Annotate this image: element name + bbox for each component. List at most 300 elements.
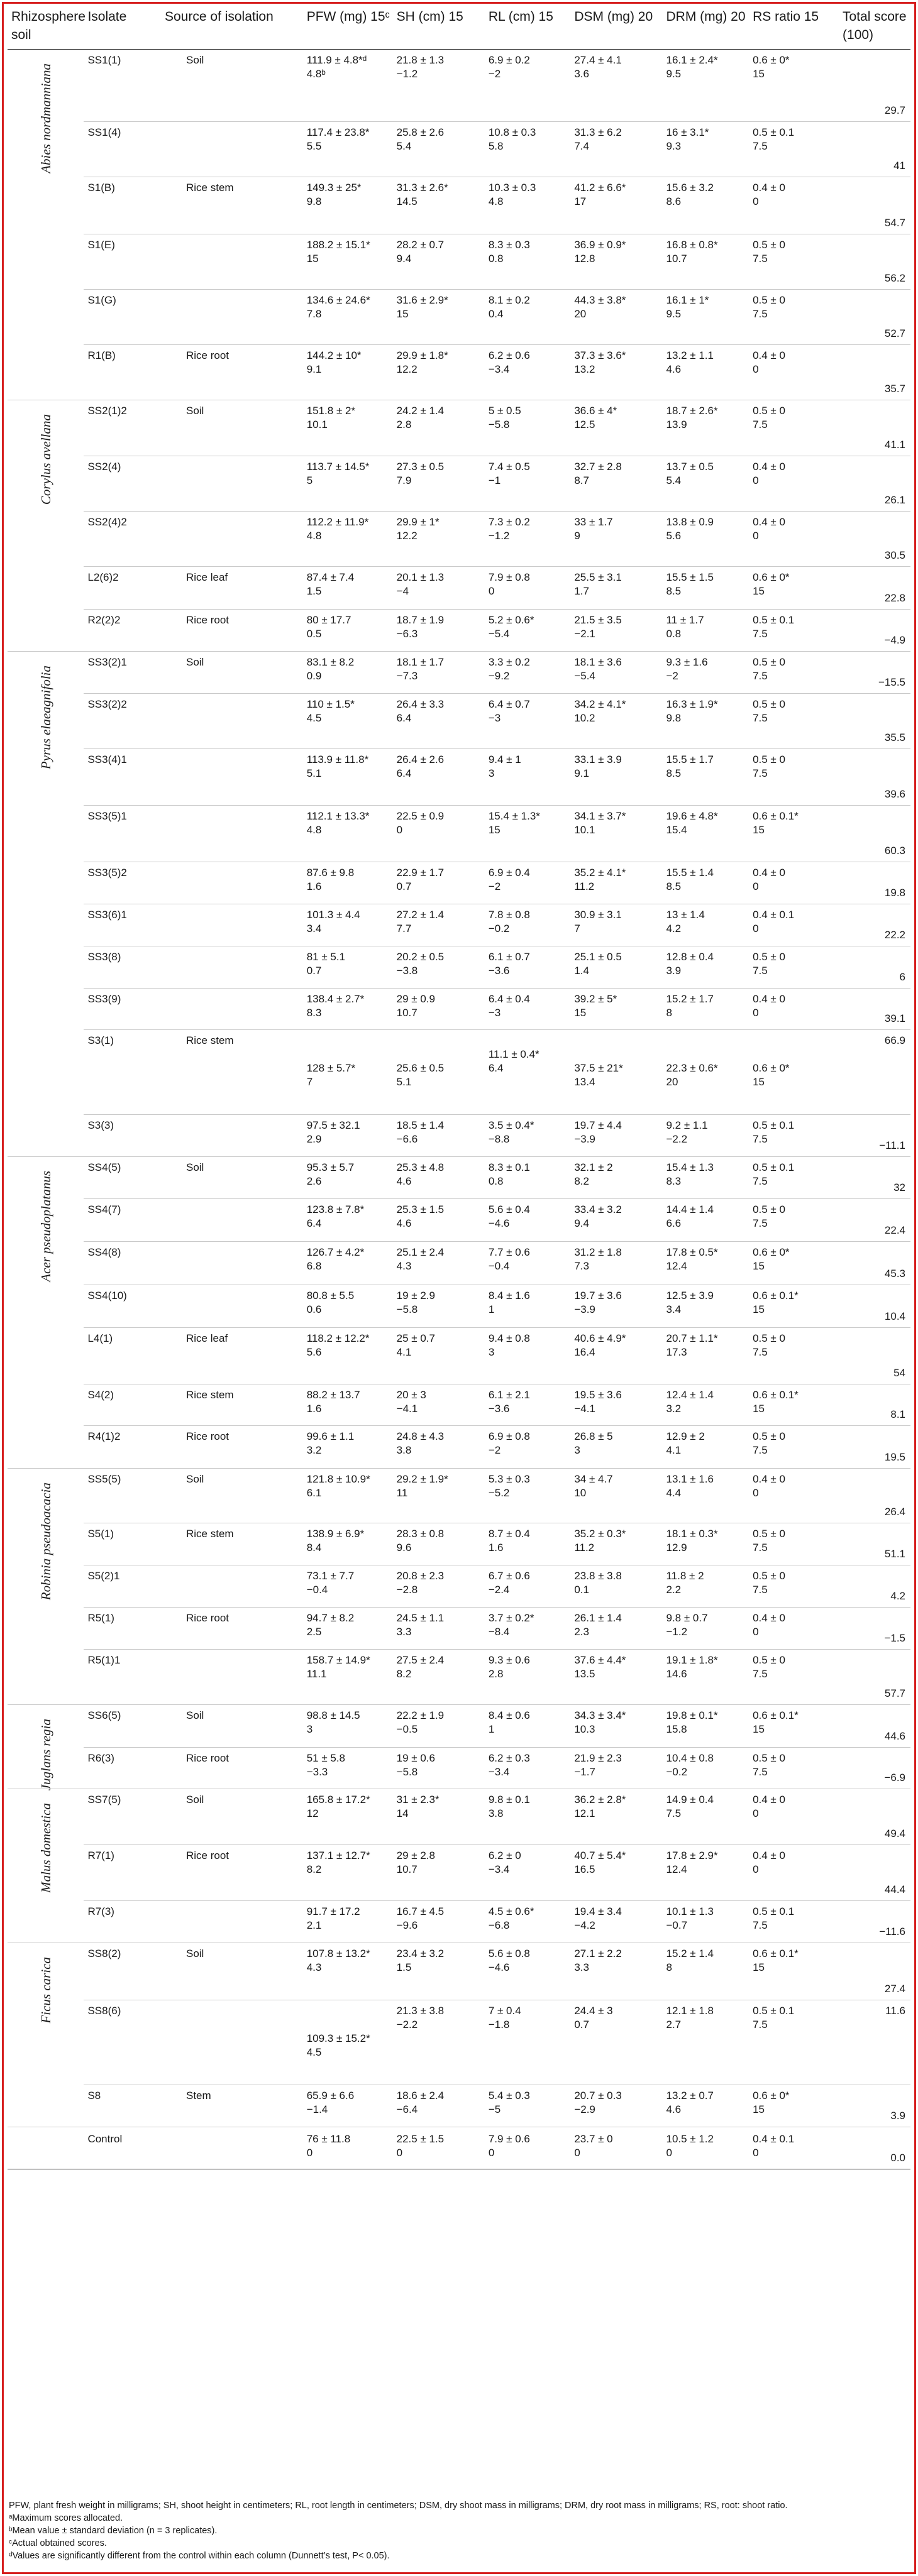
sh-cell: 25.8 ± 2.6 5.4	[393, 122, 485, 177]
total-score-cell: 35.7	[839, 345, 910, 400]
drm-cell: 11 ± 1.7 0.8	[662, 610, 749, 652]
rs-cell: 0.6 ± 0* 15	[749, 567, 839, 610]
dsm-cell: 36.6 ± 4* 12.5	[570, 400, 662, 456]
dsm-cell: 44.3 ± 3.8* 20	[570, 290, 662, 345]
total-score-cell: 6	[839, 946, 910, 989]
rs-cell: 0.6 ± 0.1* 15	[749, 1705, 839, 1748]
footnote-c: ᶜActual obtained scores.	[9, 2538, 107, 2548]
dsm-cell: 37.3 ± 3.6* 13.2	[570, 345, 662, 400]
footnote-d: ᵈValues are significantly different from the control within each column (Dunnett’s test, P< 0.05).	[9, 2551, 390, 2561]
drm-cell: 9.8 ± 0.7 −1.2	[662, 1608, 749, 1650]
total-score-cell: −11.1	[839, 1115, 910, 1157]
table-row	[8, 904, 910, 946]
table-row	[8, 1469, 910, 1523]
control-drm-cell: 10.5 ± 1.2 0	[662, 2127, 749, 2169]
total-score-cell: −15.5	[839, 652, 910, 694]
sh-cell: 23.4 ± 3.2 1.5	[393, 1943, 485, 2000]
dsm-cell: 19.7 ± 3.6 −3.9	[570, 1285, 662, 1328]
table-row	[8, 1608, 910, 1650]
table-row	[8, 2000, 910, 2085]
source-cell	[161, 904, 303, 946]
total-score-cell: 60.3	[839, 806, 910, 862]
isolate-cell: SS6(5)	[84, 1705, 161, 1748]
dsm-cell: 32.1 ± 2 8.2	[570, 1157, 662, 1199]
footnote-b: ᵇMean value ± standard deviation (n = 3 replicates).	[9, 2526, 218, 2536]
drm-cell: 15.6 ± 3.2 8.6	[662, 177, 749, 234]
rl-cell: 11.1 ± 0.4* 6.4	[485, 1030, 571, 1115]
rhizosphere-soil-label: Robinia pseudoacacia	[38, 1483, 53, 1601]
rhizosphere-soil-label: Malus domestica	[38, 1803, 53, 1893]
rs-cell: 0.5 ± 0.1 7.5	[749, 122, 839, 177]
table-row	[8, 1115, 910, 1157]
pfw-cell: 111.9 ± 4.8*ᵈ 4.8ᵇ	[303, 50, 393, 122]
rs-cell: 0.5 ± 0 7.5	[749, 946, 839, 989]
source-cell: Rice root	[161, 1845, 303, 1901]
rl-cell: 5.2 ± 0.6* −5.4	[485, 610, 571, 652]
table-row	[8, 1199, 910, 1242]
dsm-cell: 40.7 ± 5.4* 16.5	[570, 1845, 662, 1901]
source-cell: Soil	[161, 50, 303, 122]
dsm-cell: 26.1 ± 1.4 2.3	[570, 1608, 662, 1650]
total-score-cell: 35.5	[839, 694, 910, 749]
pfw-cell: 107.8 ± 13.2* 4.3	[303, 1943, 393, 2000]
pfw-cell: 134.6 ± 24.6* 7.8	[303, 290, 393, 345]
rl-cell: 9.4 ± 1 3	[485, 749, 571, 806]
rhizosphere-soil-label: Juglans regia	[38, 1719, 53, 1791]
rl-cell: 8.3 ± 0.1 0.8	[485, 1157, 571, 1199]
pfw-cell: 138.9 ± 6.9* 8.4	[303, 1523, 393, 1565]
rl-cell: 7.8 ± 0.8 −0.2	[485, 904, 571, 946]
pfw-cell: 138.4 ± 2.7* 8.3	[303, 989, 393, 1030]
rs-cell: 0.5 ± 0 7.5	[749, 1748, 839, 1789]
sh-cell: 29.9 ± 1* 12.2	[393, 512, 485, 567]
rs-cell: 0.5 ± 0.1 7.5	[749, 1115, 839, 1157]
control-row	[8, 2127, 910, 2169]
source-cell: Rice root	[161, 610, 303, 652]
drm-cell: 16.1 ± 2.4* 9.5	[662, 50, 749, 122]
total-score-cell: 39.6	[839, 749, 910, 806]
sh-cell: 18.1 ± 1.7 −7.3	[393, 652, 485, 694]
isolate-cell: SS2(4)	[84, 456, 161, 512]
rs-cell: 0.4 ± 0 0	[749, 456, 839, 512]
control-rs-cell: 0.4 ± 0.1 0	[749, 2127, 839, 2169]
dsm-cell: 26.8 ± 5 3	[570, 1426, 662, 1469]
table-row	[8, 1650, 910, 1705]
rhizosphere-soil-label: Pyrus elaeagnifolia	[38, 666, 53, 770]
total-score-cell: 30.5	[839, 512, 910, 567]
dsm-cell: 19.5 ± 3.6 −4.1	[570, 1384, 662, 1426]
total-score-cell: 4.2	[839, 1565, 910, 1608]
source-cell	[161, 456, 303, 512]
table-row	[8, 1285, 910, 1328]
dsm-cell: 30.9 ± 3.1 7	[570, 904, 662, 946]
table-row	[8, 2085, 910, 2127]
pfw-cell: 126.7 ± 4.2* 6.8	[303, 1242, 393, 1285]
source-cell: Soil	[161, 400, 303, 456]
rhizosphere-soil-cell	[8, 1705, 84, 1789]
table-row	[8, 1157, 910, 1199]
pfw-cell: 110 ± 1.5* 4.5	[303, 694, 393, 749]
drm-cell: 15.5 ± 1.5 8.5	[662, 567, 749, 610]
isolate-cell: SS4(10)	[84, 1285, 161, 1328]
total-score-cell: 11.6	[839, 2000, 910, 2085]
pfw-cell: 81 ± 5.1 0.7	[303, 946, 393, 989]
isolate-cell: SS4(5)	[84, 1157, 161, 1199]
sh-cell: 27.2 ± 1.4 7.7	[393, 904, 485, 946]
pfw-cell: 87.4 ± 7.4 1.5	[303, 567, 393, 610]
rs-cell: 0.5 ± 0.1 7.5	[749, 1157, 839, 1199]
rl-cell: 6.7 ± 0.6 −2.4	[485, 1565, 571, 1608]
source-cell	[161, 1285, 303, 1328]
rhizosphere-soil-cell	[8, 400, 84, 652]
source-cell	[161, 1115, 303, 1157]
pfw-cell: 98.8 ± 14.5 3	[303, 1705, 393, 1748]
table-row	[8, 1242, 910, 1285]
source-cell	[161, 234, 303, 290]
footnotes	[9, 2499, 908, 2562]
source-cell	[161, 989, 303, 1030]
table-row	[8, 456, 910, 512]
sh-cell: 24.8 ± 4.3 3.8	[393, 1426, 485, 1469]
dsm-cell: 37.6 ± 4.4* 13.5	[570, 1650, 662, 1705]
rs-cell: 0.5 ± 0 7.5	[749, 1523, 839, 1565]
pfw-cell: 97.5 ± 32.1 2.9	[303, 1115, 393, 1157]
sh-cell: 19 ± 2.9 −5.8	[393, 1285, 485, 1328]
col-header-score: Total score (100)	[839, 5, 910, 50]
total-score-cell: 29.7	[839, 50, 910, 122]
dsm-cell: 31.3 ± 6.2 7.4	[570, 122, 662, 177]
isolate-cell: S8	[84, 2085, 161, 2127]
rl-cell: 8.4 ± 0.6 1	[485, 1705, 571, 1748]
isolate-cell: SS7(5)	[84, 1789, 161, 1845]
dsm-cell: 19.4 ± 3.4 −4.2	[570, 1901, 662, 1943]
control-score-cell: 0.0	[839, 2127, 910, 2169]
drm-cell: 14.4 ± 1.4 6.6	[662, 1199, 749, 1242]
drm-cell: 10.4 ± 0.8 −0.2	[662, 1748, 749, 1789]
dsm-cell: 31.2 ± 1.8 7.3	[570, 1242, 662, 1285]
source-cell: Soil	[161, 1789, 303, 1845]
drm-cell: 9.3 ± 1.6 −2	[662, 652, 749, 694]
drm-cell: 15.4 ± 1.3 8.3	[662, 1157, 749, 1199]
table-row	[8, 1565, 910, 1608]
source-cell	[161, 122, 303, 177]
drm-cell: 13.2 ± 0.7 4.6	[662, 2085, 749, 2127]
total-score-cell: 26.1	[839, 456, 910, 512]
sh-cell: 21.3 ± 3.8 −2.2	[393, 2000, 485, 2085]
rl-cell: 7.4 ± 0.5 −1	[485, 456, 571, 512]
rl-cell: 9.4 ± 0.8 3	[485, 1328, 571, 1384]
drm-cell: 15.2 ± 1.4 8	[662, 1943, 749, 2000]
isolate-cell: S3(1)	[84, 1030, 161, 1115]
isolate-cell: SS8(6)	[84, 2000, 161, 2085]
pfw-cell: 117.4 ± 23.8* 5.5	[303, 122, 393, 177]
col-header-drm: DRM (mg) 20	[662, 5, 749, 50]
rhizosphere-soil-label: Acer pseudoplatanus	[38, 1171, 53, 1282]
dsm-cell: 21.9 ± 2.3 −1.7	[570, 1748, 662, 1789]
source-cell: Rice stem	[161, 177, 303, 234]
dsm-cell: 34.2 ± 4.1* 10.2	[570, 694, 662, 749]
source-cell	[161, 806, 303, 862]
isolate-cell: S5(2)1	[84, 1565, 161, 1608]
control-dsm-cell: 23.7 ± 0 0	[570, 2127, 662, 2169]
rs-cell: 0.5 ± 0 7.5	[749, 1426, 839, 1469]
total-score-cell: 56.2	[839, 234, 910, 290]
rs-cell: 0.6 ± 0.1* 15	[749, 806, 839, 862]
rs-cell: 0.6 ± 0* 15	[749, 1030, 839, 1115]
rhizosphere-soil-label: Corylus avellana	[38, 414, 53, 505]
table-row	[8, 989, 910, 1030]
pfw-cell: 137.1 ± 12.7* 8.2	[303, 1845, 393, 1901]
drm-cell: 13.2 ± 1.1 4.6	[662, 345, 749, 400]
source-cell	[161, 1901, 303, 1943]
isolate-cell: L4(1)	[84, 1328, 161, 1384]
pfw-cell: 121.8 ± 10.9* 6.1	[303, 1469, 393, 1523]
rs-cell: 0.4 ± 0.1 0	[749, 904, 839, 946]
drm-cell: 20.7 ± 1.1* 17.3	[662, 1328, 749, 1384]
source-cell: Rice root	[161, 1426, 303, 1469]
total-score-cell: 10.4	[839, 1285, 910, 1328]
drm-cell: 15.2 ± 1.7 8	[662, 989, 749, 1030]
isolate-cell: S1(B)	[84, 177, 161, 234]
drm-cell: 15.5 ± 1.7 8.5	[662, 749, 749, 806]
source-cell: Soil	[161, 1469, 303, 1523]
isolate-cell: SS4(7)	[84, 1199, 161, 1242]
drm-cell: 19.1 ± 1.8* 14.6	[662, 1650, 749, 1705]
rl-cell: 6.2 ± 0.6 −3.4	[485, 345, 571, 400]
table-row	[8, 1384, 910, 1426]
source-cell	[161, 1199, 303, 1242]
total-score-cell: 22.4	[839, 1199, 910, 1242]
col-header-isolate: Isolate	[84, 5, 161, 50]
source-cell: Rice root	[161, 1748, 303, 1789]
dsm-cell: 34.1 ± 3.7* 10.1	[570, 806, 662, 862]
sh-cell: 28.2 ± 0.7 9.4	[393, 234, 485, 290]
drm-cell: 13.7 ± 0.5 5.4	[662, 456, 749, 512]
total-score-cell: 45.3	[839, 1242, 910, 1285]
drm-cell: 22.3 ± 0.6* 20	[662, 1030, 749, 1115]
sh-cell: 27.5 ± 2.4 8.2	[393, 1650, 485, 1705]
isolate-cell: R1(B)	[84, 345, 161, 400]
total-score-cell: 22.8	[839, 567, 910, 610]
isolate-cell: SS3(6)1	[84, 904, 161, 946]
isolate-cell: SS8(2)	[84, 1943, 161, 2000]
total-score-cell: 51.1	[839, 1523, 910, 1565]
dsm-cell: 36.2 ± 2.8* 12.1	[570, 1789, 662, 1845]
isolate-cell: SS3(4)1	[84, 749, 161, 806]
rl-cell: 9.8 ± 0.1 3.8	[485, 1789, 571, 1845]
drm-cell: 10.1 ± 1.3 −0.7	[662, 1901, 749, 1943]
drm-cell: 16.1 ± 1* 9.5	[662, 290, 749, 345]
table-row	[8, 122, 910, 177]
dsm-cell: 27.4 ± 4.1 3.6	[570, 50, 662, 122]
rl-cell: 8.1 ± 0.2 0.4	[485, 290, 571, 345]
drm-cell: 16.8 ± 0.8* 10.7	[662, 234, 749, 290]
drm-cell: 9.2 ± 1.1 −2.2	[662, 1115, 749, 1157]
rl-cell: 7.9 ± 0.8 0	[485, 567, 571, 610]
table-row	[8, 1523, 910, 1565]
total-score-cell: −4.9	[839, 610, 910, 652]
control-sh-cell: 22.5 ± 1.5 0	[393, 2127, 485, 2169]
total-score-cell: 52.7	[839, 290, 910, 345]
rl-cell: 7.3 ± 0.2 −1.2	[485, 512, 571, 567]
dsm-cell: 18.1 ± 3.6 −5.4	[570, 652, 662, 694]
sh-cell: 21.8 ± 1.3 −1.2	[393, 50, 485, 122]
dsm-cell: 21.5 ± 3.5 −2.1	[570, 610, 662, 652]
rhizosphere-soil-cell	[8, 50, 84, 400]
sh-cell: 25.3 ± 4.8 4.6	[393, 1157, 485, 1199]
table-row	[8, 610, 910, 652]
rs-cell: 0.5 ± 0 7.5	[749, 1565, 839, 1608]
rl-cell: 10.8 ± 0.3 5.8	[485, 122, 571, 177]
isolate-cell: R5(1)1	[84, 1650, 161, 1705]
footnote-abbrev: PFW, plant fresh weight in milligrams; SH, shoot height in centimeters; RL, root length in centimeters; DSM, dry shoot mass in milligrams; DRM, dry root mass in milligrams; RS, root: shoot ratio.	[9, 2501, 788, 2511]
source-cell: Rice stem	[161, 1030, 303, 1115]
rhizosphere-soil-cell	[8, 1943, 84, 2127]
sh-cell: 24.5 ± 1.1 3.3	[393, 1608, 485, 1650]
rs-cell: 0.5 ± 0 7.5	[749, 1199, 839, 1242]
drm-cell: 17.8 ± 2.9* 12.4	[662, 1845, 749, 1901]
source-cell: Rice stem	[161, 1384, 303, 1426]
pfw-cell: 83.1 ± 8.2 0.9	[303, 652, 393, 694]
rs-cell: 0.6 ± 0* 15	[749, 1242, 839, 1285]
dsm-cell: 27.1 ± 2.2 3.3	[570, 1943, 662, 2000]
drm-cell: 11.8 ± 2 2.2	[662, 1565, 749, 1608]
table-row	[8, 1901, 910, 1943]
total-score-cell: 32	[839, 1157, 910, 1199]
drm-cell: 12.9 ± 2 4.1	[662, 1426, 749, 1469]
isolate-cell: S5(1)	[84, 1523, 161, 1565]
rl-cell: 5.6 ± 0.8 −4.6	[485, 1943, 571, 2000]
rl-cell: 6.4 ± 0.7 −3	[485, 694, 571, 749]
total-score-cell: 3.9	[839, 2085, 910, 2127]
sh-cell: 19 ± 0.6 −5.8	[393, 1748, 485, 1789]
rs-cell: 0.5 ± 0 7.5	[749, 1328, 839, 1384]
rl-cell: 8.3 ± 0.3 0.8	[485, 234, 571, 290]
rs-cell: 0.6 ± 0* 15	[749, 50, 839, 122]
dsm-cell: 37.5 ± 21* 13.4	[570, 1030, 662, 1115]
sh-cell: 26.4 ± 2.6 6.4	[393, 749, 485, 806]
rhizosphere-soil-cell	[8, 1157, 84, 1469]
drm-cell: 19.6 ± 4.8* 15.4	[662, 806, 749, 862]
col-header-sh: SH (cm) 15	[393, 5, 485, 50]
sh-cell: 29 ± 2.8 10.7	[393, 1845, 485, 1901]
source-cell	[161, 1242, 303, 1285]
total-score-cell: −1.5	[839, 1608, 910, 1650]
table-row	[8, 1943, 910, 2000]
isolate-cell: R6(3)	[84, 1748, 161, 1789]
table-row	[8, 1426, 910, 1469]
drm-cell: 12.5 ± 3.9 3.4	[662, 1285, 749, 1328]
sh-cell: 31.6 ± 2.9* 15	[393, 290, 485, 345]
pfw-cell: 113.7 ± 14.5* 5	[303, 456, 393, 512]
table-row	[8, 567, 910, 610]
total-score-cell: 27.4	[839, 1943, 910, 2000]
drm-cell: 15.5 ± 1.4 8.5	[662, 862, 749, 904]
drm-cell: 12.1 ± 1.8 2.7	[662, 2000, 749, 2085]
rs-cell: 0.5 ± 0 7.5	[749, 1650, 839, 1705]
isolate-cell: SS3(8)	[84, 946, 161, 989]
source-cell: Rice leaf	[161, 567, 303, 610]
rs-cell: 0.4 ± 0 0	[749, 1845, 839, 1901]
isolate-cell: SS4(8)	[84, 1242, 161, 1285]
drm-cell: 13.8 ± 0.9 5.6	[662, 512, 749, 567]
drm-cell: 16.3 ± 1.9* 9.8	[662, 694, 749, 749]
total-score-cell: 57.7	[839, 1650, 910, 1705]
rhizosphere-soil-cell	[8, 1789, 84, 1943]
rhizosphere-soil-label: Abies nordmanniana	[38, 63, 53, 173]
rs-cell: 0.6 ± 0.1* 15	[749, 1943, 839, 2000]
footnote-a: ᵃMaximum scores allocated.	[9, 2513, 123, 2523]
rl-cell: 3.3 ± 0.2 −9.2	[485, 652, 571, 694]
sh-cell: 25.6 ± 0.5 5.1	[393, 1030, 485, 1115]
pfw-cell: 144.2 ± 10* 9.1	[303, 345, 393, 400]
source-cell	[161, 1565, 303, 1608]
dsm-cell: 20.7 ± 0.3 −2.9	[570, 2085, 662, 2127]
rl-cell: 15.4 ± 1.3* 15	[485, 806, 571, 862]
table-row	[8, 1845, 910, 1901]
table-row	[8, 1748, 910, 1789]
sh-cell: 31 ± 2.3* 14	[393, 1789, 485, 1845]
pfw-cell: 73.1 ± 7.7 −0.4	[303, 1565, 393, 1608]
rl-cell: 5.6 ± 0.4 −4.6	[485, 1199, 571, 1242]
pfw-cell: 80 ± 17.7 0.5	[303, 610, 393, 652]
source-cell	[161, 512, 303, 567]
total-score-cell: −6.9	[839, 1748, 910, 1789]
pfw-cell: 188.2 ± 15.1* 15	[303, 234, 393, 290]
table-row	[8, 1705, 910, 1748]
dsm-cell: 33.1 ± 3.9 9.1	[570, 749, 662, 806]
drm-cell: 18.7 ± 2.6* 13.9	[662, 400, 749, 456]
total-score-cell: −11.6	[839, 1901, 910, 1943]
isolate-cell: SS3(2)2	[84, 694, 161, 749]
total-score-cell: 19.8	[839, 862, 910, 904]
isolate-cell: SS3(9)	[84, 989, 161, 1030]
rs-cell: 0.5 ± 0.1 7.5	[749, 2000, 839, 2085]
source-cell	[161, 946, 303, 989]
total-score-cell: 41	[839, 122, 910, 177]
isolate-cell: S1(G)	[84, 290, 161, 345]
total-score-cell: 54.7	[839, 177, 910, 234]
rl-cell: 6.2 ± 0.3 −3.4	[485, 1748, 571, 1789]
total-score-cell: 22.2	[839, 904, 910, 946]
isolate-cell: S3(3)	[84, 1115, 161, 1157]
pfw-cell: 109.3 ± 15.2* 4.5	[303, 2000, 393, 2085]
rs-cell: 0.5 ± 0 7.5	[749, 234, 839, 290]
rs-cell: 0.5 ± 0.1 7.5	[749, 610, 839, 652]
pfw-cell: 65.9 ± 6.6 −1.4	[303, 2085, 393, 2127]
dsm-cell: 36.9 ± 0.9* 12.8	[570, 234, 662, 290]
table-row	[8, 400, 910, 456]
total-score-cell: 44.4	[839, 1845, 910, 1901]
rl-cell: 6.1 ± 0.7 −3.6	[485, 946, 571, 989]
pfw-cell: 112.1 ± 13.3* 4.8	[303, 806, 393, 862]
isolate-cell: R7(3)	[84, 1901, 161, 1943]
sh-cell: 20 ± 3 −4.1	[393, 1384, 485, 1426]
isolate-cell: SS1(4)	[84, 122, 161, 177]
rhizosphere-soil-cell	[8, 1469, 84, 1705]
pfw-cell: 88.2 ± 13.7 1.6	[303, 1384, 393, 1426]
table-row	[8, 234, 910, 290]
col-header-source: Source of isolation	[161, 5, 303, 50]
pfw-cell: 151.8 ± 2* 10.1	[303, 400, 393, 456]
source-cell: Rice leaf	[161, 1328, 303, 1384]
col-header-pfw: PFW (mg) 15ᶜ	[303, 5, 393, 50]
isolate-cell: SS3(2)1	[84, 652, 161, 694]
rs-cell: 0.5 ± 0 7.5	[749, 652, 839, 694]
isolate-cell: R5(1)	[84, 1608, 161, 1650]
source-cell	[161, 1650, 303, 1705]
sh-cell: 22.5 ± 0.9 0	[393, 806, 485, 862]
